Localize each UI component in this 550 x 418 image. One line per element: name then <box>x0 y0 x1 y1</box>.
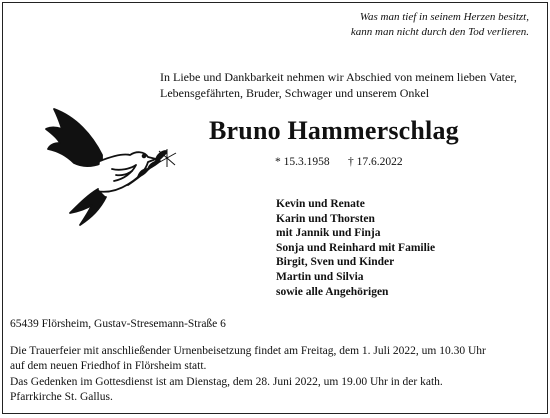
list-item: mit Jannik und Finja <box>276 227 381 240</box>
list-item: Martin und Silvia <box>276 270 364 283</box>
intro-line-1: In Liebe und Dankbarkeit nehmen wir Abschied von meinem lieben Vater, <box>160 70 517 84</box>
funeral-line-2: auf dem neuen Friedhof in Flörsheim statt. <box>10 360 207 372</box>
memorial-service-info <box>10 375 535 405</box>
dove-with-branch-icon <box>40 105 178 227</box>
list-item: Sonja und Reinhard mit Familie <box>276 241 436 254</box>
intro-text <box>160 69 540 101</box>
deceased-name: Bruno Hammerschlag <box>209 116 459 145</box>
obituary-notice <box>2 2 548 414</box>
list-item: sowie alle Angehörigen <box>276 285 389 298</box>
death-date: † 17.6.2022 <box>348 156 403 168</box>
list-item: Kevin und Renate <box>276 198 365 210</box>
family-address: 65439 Flörsheim, Gustav-Stresemann-Straße 6 <box>10 318 226 330</box>
birth-date: * 15.3.1958 <box>275 156 330 168</box>
service-line-1: Das Gedenken im Gottesdienst ist am Dienstag, dem 28. Juni 2022, um 19.00 Uhr in der kath. <box>10 376 443 388</box>
list-item: Karin und Thorsten <box>276 212 375 225</box>
service-line-2: Pfarrkirche St. Gallus. <box>10 391 113 403</box>
intro-line-2: Lebensgefährten, Bruder, Schwager und unserem Onkel <box>160 86 430 100</box>
list-item: Birgit, Sven und Kinder <box>276 256 395 269</box>
motto-quote <box>351 10 529 40</box>
mourners-list <box>276 197 435 299</box>
funeral-line-1: Die Trauerfeier mit anschließender Urnenbeisetzung findet am Freitag, dem 1. Juli 2022, um 10.30 Uhr <box>10 345 486 357</box>
funeral-info <box>10 344 535 374</box>
motto-line-2: kann man nicht durch den Tod verlieren. <box>350 26 529 38</box>
motto-line-1: Was man tief in seinem Herzen besitzt, <box>359 11 529 23</box>
